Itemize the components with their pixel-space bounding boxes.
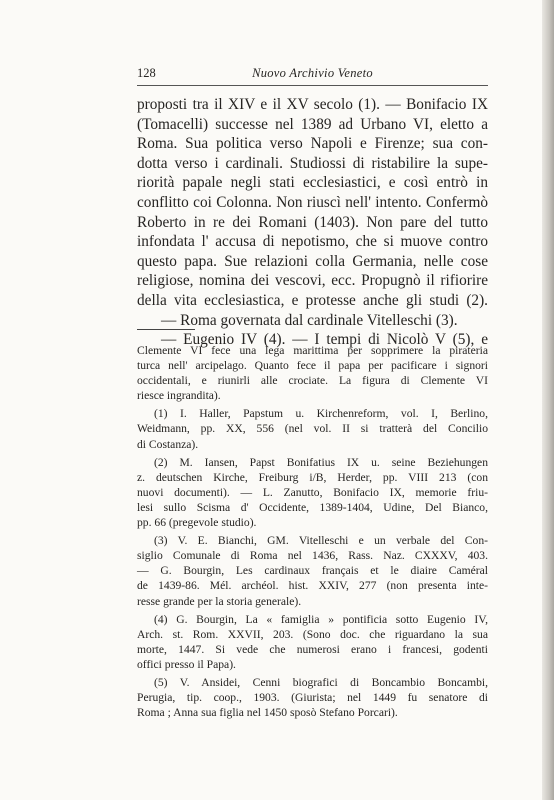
footnote-4: [137, 612, 488, 672]
footnote-line: (1) I. Haller, Papstum u. Kirchenreform, vol. I, Berlino,: [154, 407, 488, 421]
footnote-continuation: [137, 343, 488, 403]
footnote-line: (2) M. Iansen, Papst Bonifatius IX u. seine Beziehungen: [154, 455, 488, 469]
footnote-line: (5) V. Ansidei, Cenni biografici di Boncambio Boncambi,: [154, 675, 488, 689]
footnotes: [137, 343, 488, 723]
body-line: questo papa. Sue relazioni colla Germania, nelle cose: [137, 252, 488, 270]
footnote-2: [137, 455, 488, 530]
body-line: Roma. Sua politica verso Napoli e Firenze; sua con-: [137, 135, 488, 153]
footnote-line: Perugia, tip. coop., 1903. (Giurista; nel 1449 fu senatore di: [137, 691, 488, 705]
footnote-line: resse grande per la storia generale).: [137, 594, 302, 608]
body-line: della vita ecclesiastica, e protesse anche gli studi (2).: [137, 291, 488, 309]
footnote-line: z. deutschen Kirche, Freiburg i/B, Herder, pp. VIII 213 (con: [137, 470, 488, 484]
body-line: riorità papale negli stati ecclesiastici, e così entrò in: [137, 174, 488, 192]
footnote-line: (3) V. E. Bianchi, GM. Vitelleschi e un verbale del Con-: [154, 534, 488, 548]
body-line: (Tomacelli) successe nel 1389 ad Urbano VI, eletto a: [137, 115, 488, 133]
footnote-line: Clemente VI fece una lega marittima per sopprimere la pirateria: [137, 344, 488, 357]
page-edge-shadow: [542, 0, 554, 800]
footnote-line: morte, 1447. Si vede che numerosi erano i francesi, godenti: [137, 642, 488, 656]
footnote-1: [137, 406, 488, 451]
running-header: [137, 66, 488, 82]
body-line: Roberto in re dei Romani (1403). Non pare del tutto: [137, 213, 488, 231]
body-line: religiose, nomina dei vescovi, ecc. Propugnò il rifiorire: [137, 272, 488, 290]
footnote-line: (4) G. Bourgin, La « famiglia » pontificia sotto Eugenio IV,: [154, 612, 488, 626]
body-line: — Eugenio IV (4). — I tempi di Nicolò V (5), e: [161, 331, 488, 349]
footnote-line: de 1439-86. Mél. archéol. hist. XXIV, 277 (non presenta inte-: [137, 579, 488, 593]
body-line: dotta verso i cardinali. Studiossi di ristabilire la supe-: [137, 154, 488, 172]
footnote-separator: [137, 329, 195, 330]
footnote-line: offici presso il Papa).: [137, 657, 236, 671]
running-title: Nuovo Archivio Veneto: [252, 66, 373, 80]
body-line: proposti tra il XIV e il XV secolo (1). — Bonifacio IX: [137, 96, 488, 113]
footnote-line: pp. 66 (pregevole studio).: [137, 516, 257, 530]
body-line: — Roma governata dal cardinale Vitelleschi (3).: [161, 311, 458, 329]
footnote-line: occidentali, e riunirli alle crociate. La figura di Clemente VI: [137, 374, 488, 388]
header-rule: [137, 85, 488, 86]
footnote-line: Roma ; Anna sua figlia nel 1450 sposò Stefano Porcari).: [137, 706, 398, 720]
page-number: 128: [137, 66, 156, 80]
footnote-line: nuovi documenti). — L. Zanutto, Bonifacio IX, memorie friu-: [137, 485, 488, 499]
footnote-line: — G. Bourgin, Les cardinaux français et le diaire Caméral: [137, 564, 488, 578]
footnote-line: siglio Comunale di Roma nel 1436, Rass. Naz. CXXXV, 403.: [137, 549, 488, 563]
footnote-line: turca nell' arcipelago. Quanto fece il papa per pacificare i signori: [137, 359, 488, 373]
footnote-line: riesce ingrandita).: [137, 389, 221, 403]
footnote-line: Weidmann, pp. XX, 556 (nel vol. II si tratterà del Concilio: [137, 422, 488, 436]
body-line: infondata l' accusa di nepotismo, che si muove contro: [137, 233, 488, 251]
body-line: conflitto coi Colonna. Non riuscì nell' intento. Confermò: [137, 193, 488, 211]
body-text: [137, 95, 488, 350]
footnote-line: di Costanza).: [137, 437, 199, 451]
footnote-line: Arch. st. Rom. XXVII, 203. (Sono doc. che riguardano la sua: [137, 627, 488, 641]
footnote-line: lesi sullo Scisma d' Occidente, 1389-1404, Udine, Del Bianco,: [137, 500, 488, 514]
footnote-5: [137, 675, 488, 720]
footnote-3: [137, 533, 488, 608]
